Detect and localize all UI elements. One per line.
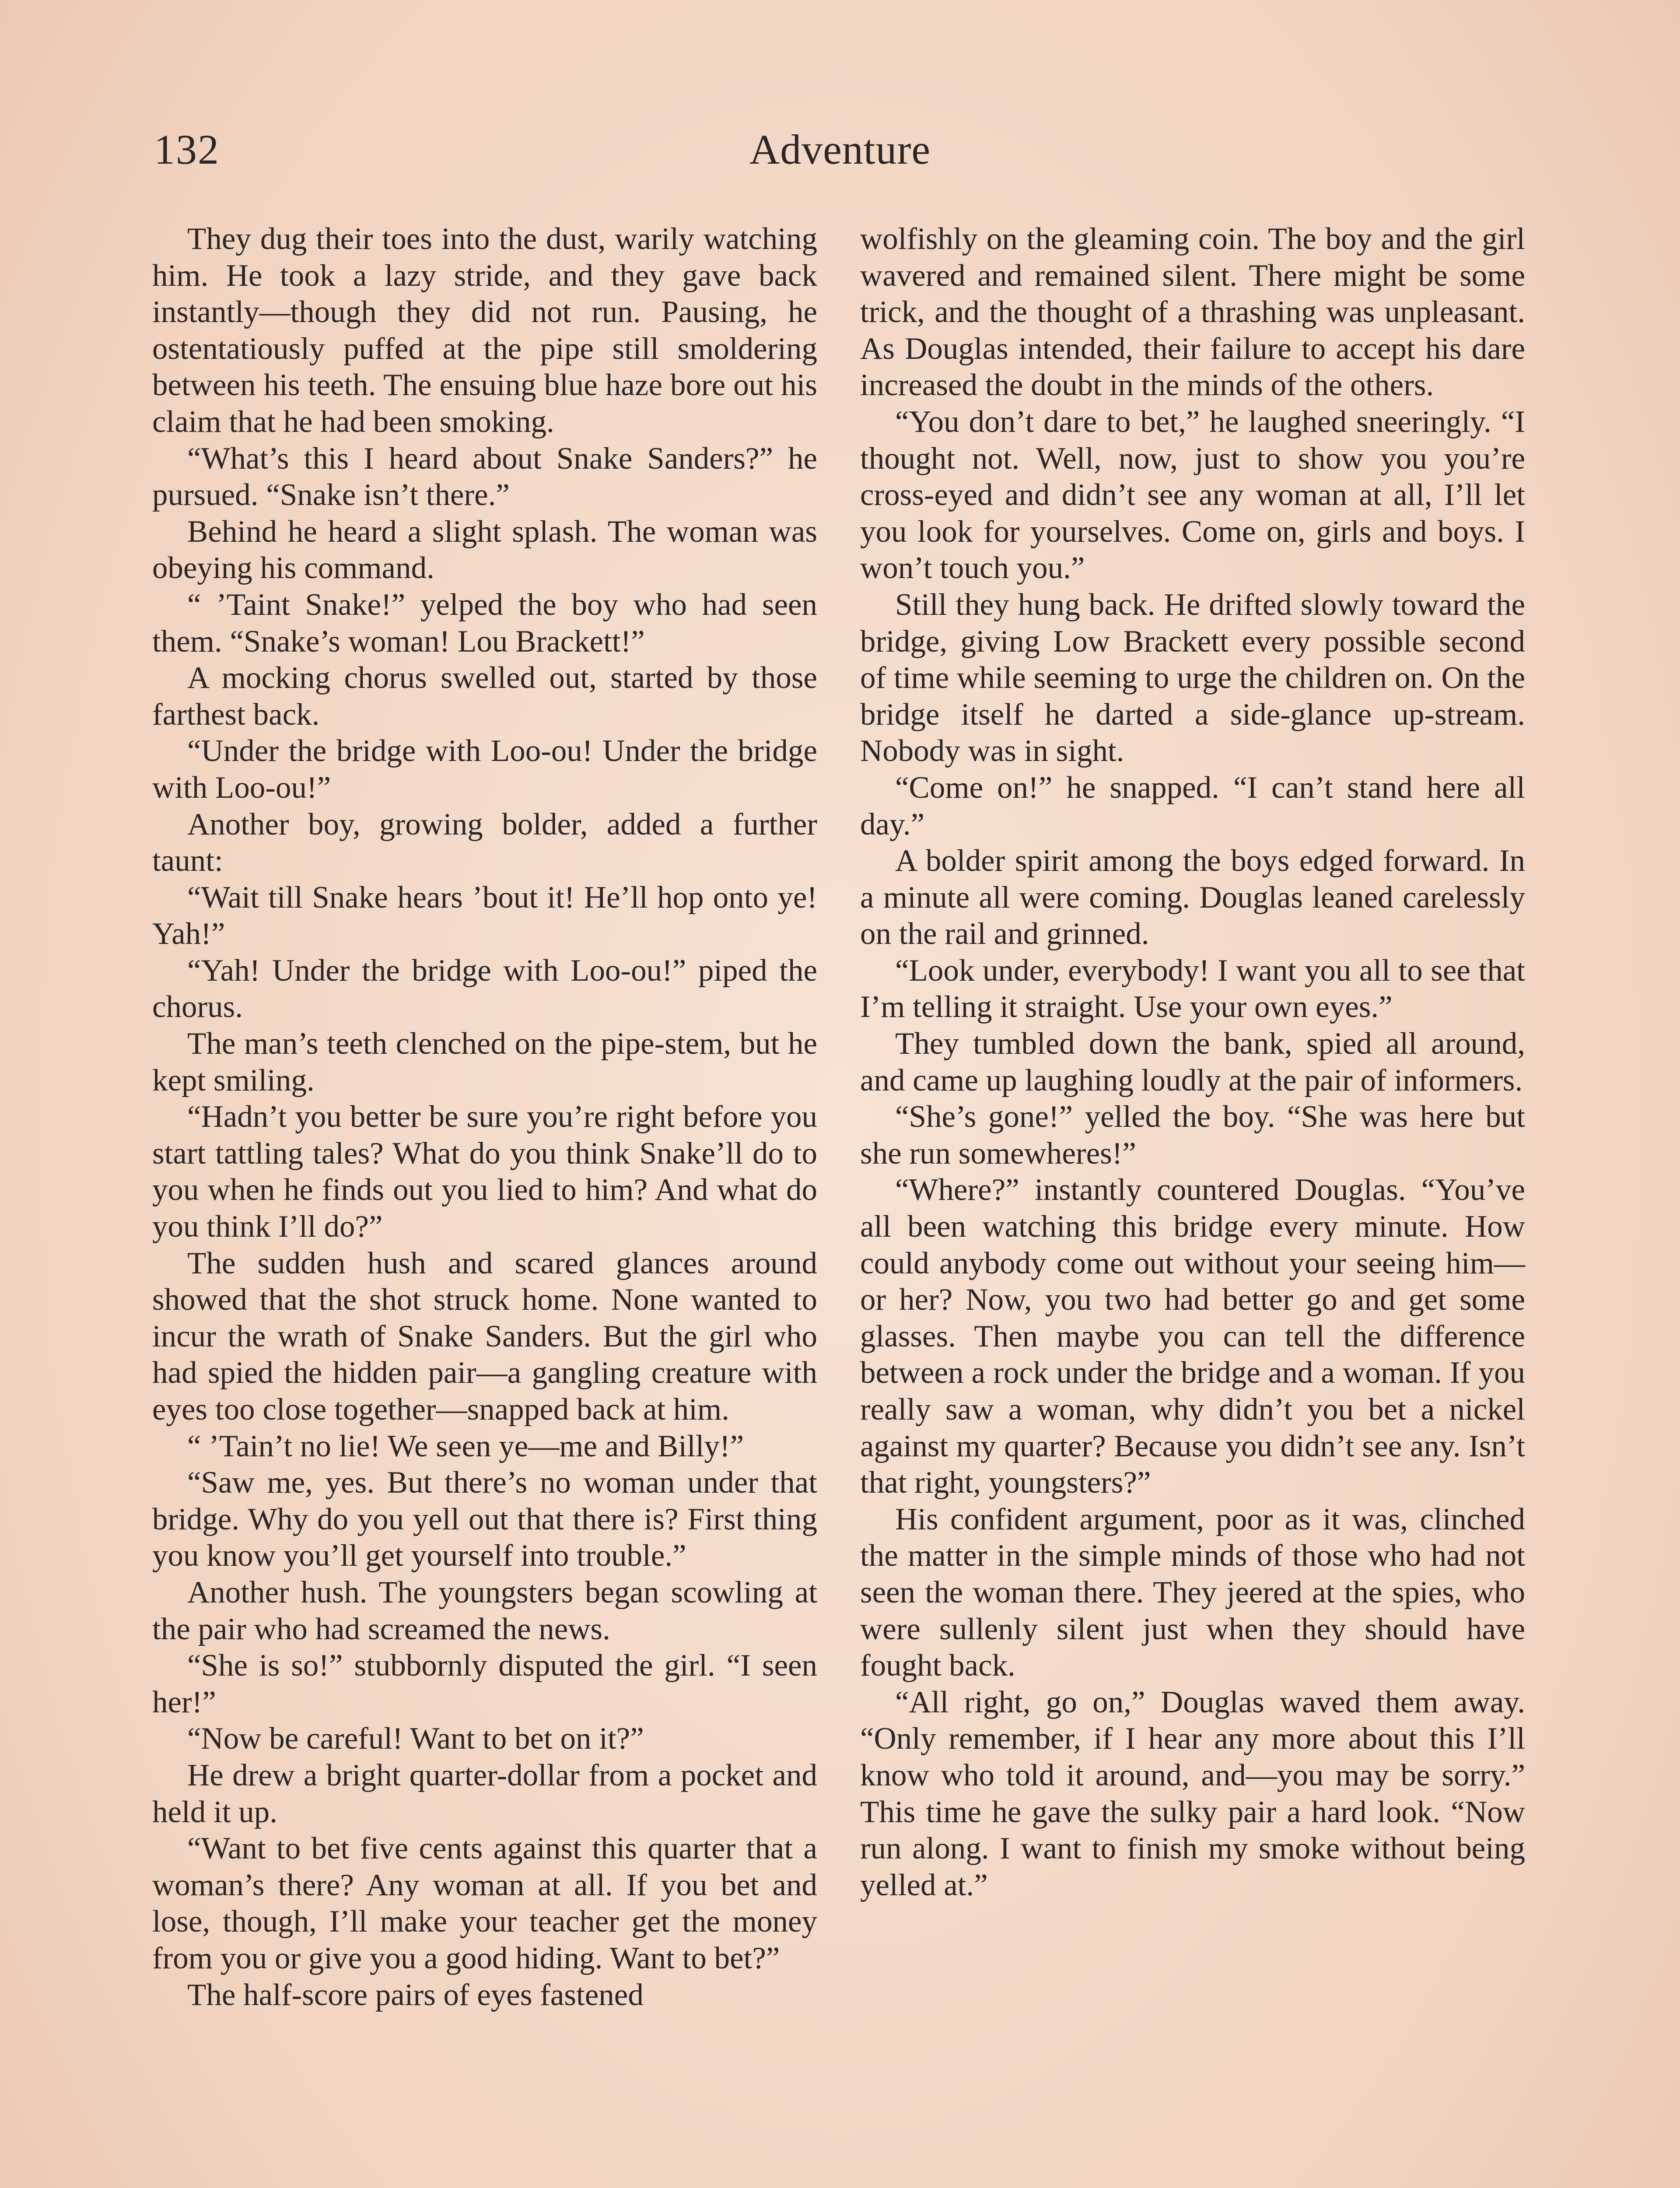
paragraph: Still they hung back. He drifted slowly toward the bridge, giving Low Brackett every possible second of time while seeming to urge the children on. On the bridge itself he darted a side-glance up-stream. Nobody was in sight. — [860, 587, 1525, 768]
paragraph: “ ’Taint Snake!” yelped the boy who had seen them. “Snake’s woman! Lou Brackett!” — [152, 587, 817, 659]
paragraph: His confident argument, poor as it was, clinched the matter in the simple minds of those who had not seen the woman there. They jeered at the spies, who were sullenly silent just when they should have fought back. — [860, 1502, 1525, 1683]
paragraph: “Want to bet five cents against this quarter that a woman’s there? Any woman at all. If you bet and lose, though, I’ll make your teacher get the money from you or give you a good hiding. Want to bet?” — [152, 1831, 817, 1975]
paragraph: “Wait till Snake hears ’bout it! He’ll hop onto ye! Yah!” — [152, 880, 817, 951]
paragraph: He drew a bright quarter-dollar from a pocket and held it up. — [152, 1758, 817, 1829]
paragraph: “All right, go on,” Douglas waved them away. “Only remember, if I hear any more about this I’ll know who told it around, and—you may be sorry.” This time he gave the sulky pair a hard look. “Now run along. I want to finish my smoke without being yelled at.” — [860, 1685, 1525, 1902]
paragraph: The man’s teeth clenched on the pipe-stem, but he kept smiling. — [152, 1027, 817, 1098]
paragraph: “Under the bridge with Loo-ou! Under the bridge with Loo-ou!” — [152, 734, 817, 805]
paragraph: Another boy, growing bolder, added a further taunt: — [152, 807, 817, 878]
paragraph: “She is so!” stubbornly disputed the girl. “I seen her!” — [152, 1648, 817, 1719]
paragraph: They dug their toes into the dust, warily watching him. He took a lazy stride, and they gave back instantly—though they did not run. Pausing, he ostentatiously puffed at the pipe still smoldering between his teeth. The ensuing blue haze bore out his claim that he had been smoking. — [152, 222, 817, 439]
paragraph: Behind he heard a slight splash. The woman was obeying his command. — [152, 514, 817, 586]
paragraph: A mocking chorus swelled out, started by those farthest back. — [152, 661, 817, 732]
paragraph: “You don’t dare to bet,” he laughed sneeringly. “I thought not. Well, now, just to show you you’re cross-eyed and didn’t see any woman at all, I’ll let you look for yourselves. Come on, girls and boys. I won’t touch you.” — [860, 404, 1525, 586]
paragraph: “What’s this I heard about Snake Sanders?” he pursued. “Snake isn’t there.” — [152, 441, 817, 512]
paragraph: The half-score pairs of eyes fastened — [187, 1978, 644, 2012]
paragraph: “Where?” instantly countered Douglas. “You’ve all been watching this bridge every minute. How could anybody come out without your seeing him—or her? Now, you two had better go and get some glasses. Then maybe you can tell the difference between a rock under the bridge and a woman. If you really saw a woman, why didn’t you bet a nickel against my quarter? Because you didn’t see any. Isn’t that right, youngsters?” — [860, 1173, 1525, 1500]
right-column — [860, 221, 1525, 1904]
paragraph-continuation: wolfishly on the gleaming coin. The boy and the girl wavered and remained silent. There might be some trick, and the thought of a thrashing was unpleasant. As Douglas intended, their failure to accept his dare increased the doubt in the minds of the others. — [860, 222, 1525, 403]
paragraph: The sudden hush and scared glances around showed that the shot struck home. None wanted to incur the wrath of Snake Sanders. But the girl who had spied the hidden pair—a gangling creature with eyes too close together—snapped back at him. — [152, 1246, 817, 1427]
paragraph: “Hadn’t you better be sure you’re right before you start tattling tales? What do you think Snake’ll do to you when he finds out you lied to him? And what do you think I’ll do?” — [152, 1100, 817, 1244]
left-column — [152, 221, 817, 2013]
paragraph: “Saw me, yes. But there’s no woman under that bridge. Why do you yell out that there is? First thing you know you’ll get yourself into trouble.” — [152, 1466, 817, 1573]
paragraph: A bolder spirit among the boys edged forward. In a minute all were coming. Douglas leaned carelessly on the rail and grinned. — [860, 844, 1525, 951]
paragraph: “ ’Tain’t no lie! We seen ye—me and Billy!” — [187, 1429, 744, 1463]
paragraph: “Come on!” he snapped. “I can’t stand here all day.” — [860, 770, 1525, 842]
running-head-title: Adventure — [749, 126, 931, 173]
paragraph: “Now be careful! Want to bet on it?” — [187, 1722, 644, 1756]
paragraph: “Look under, everybody! I want you all to see that I’m telling it straight. Use your own eyes.” — [860, 953, 1525, 1024]
page-number: 132 — [154, 126, 220, 173]
paragraph: Another hush. The youngsters began scowling at the pair who had screamed the news. — [152, 1575, 817, 1646]
paragraph: “Yah! Under the bridge with Loo-ou!” piped the chorus. — [152, 953, 817, 1024]
paragraph: “She’s gone!” yelled the boy. “She was here but she run somewheres!” — [860, 1100, 1525, 1171]
paragraph: They tumbled down the bank, spied all around, and came up laughing loudly at the pair of informers. — [860, 1027, 1525, 1098]
